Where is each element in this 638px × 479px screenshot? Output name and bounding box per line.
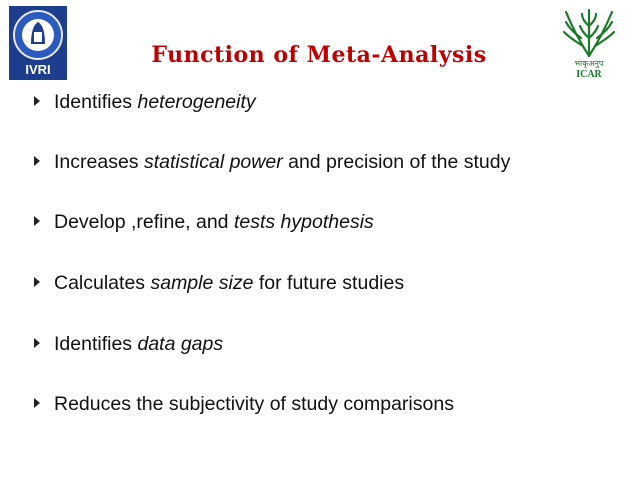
bullet-arrow-icon (34, 216, 40, 226)
bullet-arrow-icon (34, 156, 40, 166)
bullet-emphasis: statistical power (143, 151, 283, 173)
bullet-text: Identifies (54, 333, 138, 355)
bullet-arrow-icon (34, 277, 40, 287)
bullet-arrow-icon (34, 96, 40, 106)
bullet-text-end: and precision of the study (282, 151, 511, 173)
bullet-text: Develop ,refine, and (54, 211, 234, 233)
bullet-emphasis: heterogeneity (137, 91, 256, 113)
bullet-text: Calculates (54, 272, 151, 294)
icar-logo-text: ICAR (576, 69, 602, 80)
bullet-text: Identifies (54, 91, 138, 113)
bullet-item (34, 148, 510, 176)
ivri-logo-text: IVRI (25, 62, 51, 77)
bullet-item (34, 88, 256, 116)
bullet-text: Reduces the subjectivity of study comparisons (54, 393, 454, 415)
bullet-text: Increases (54, 151, 144, 173)
slide-title: Function of Meta-Analysis (151, 42, 487, 68)
bullet-emphasis: sample size (150, 272, 254, 294)
bullet-item (34, 208, 374, 236)
bullet-item (34, 269, 404, 297)
bullet-arrow-icon (34, 338, 40, 348)
bullet-item (34, 390, 454, 418)
icar-logo-hindi: भाकृअनुप (574, 59, 604, 68)
bullet-emphasis: tests hypothesis (233, 211, 374, 233)
bullet-item (34, 330, 223, 358)
bullet-emphasis: data gaps (137, 333, 224, 355)
bullet-text-end: for future studies (253, 272, 405, 294)
bullet-arrow-icon (34, 398, 40, 408)
